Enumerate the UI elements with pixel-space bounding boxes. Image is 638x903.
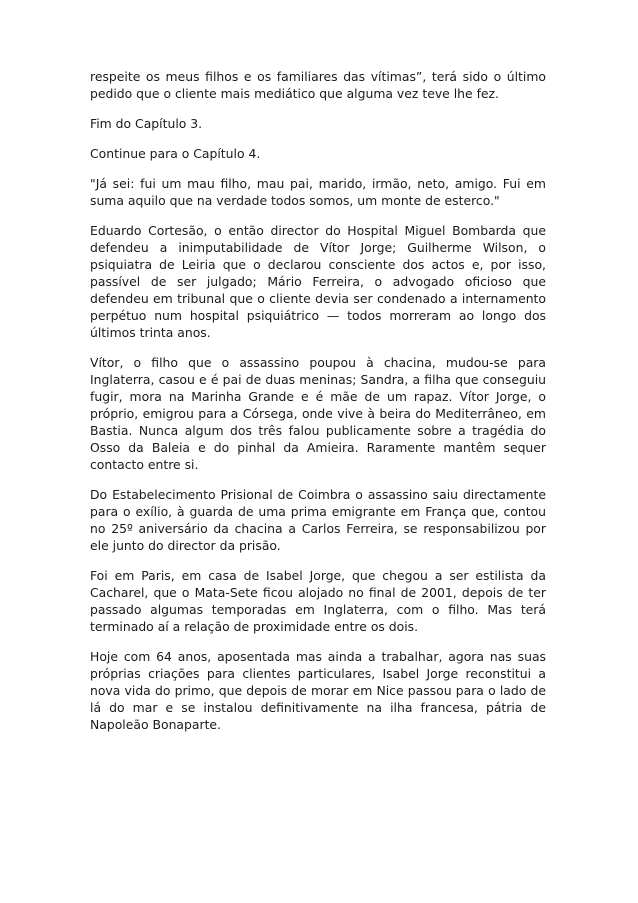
paragraph-children: Vítor, o filho que o assassino poupou à chacina, mudou-se para Inglaterra, casou e é pai de duas meninas; Sandra, a filha que conseguiu fugir, mora na Marinha Grande e é mãe de um rapaz. Vítor Jorge, o próprio, emigrou para a Córsega, onde vive à beira do Mediterrâneo, em Bastia. Nunca algum dos três falou publicamente sobre a tragédia do Osso da Baleia e do pinhal da Amieira. Raramente mantêm sequer contacto entre si. bbox=[90, 355, 546, 472]
chapter-end-note: Fim do Capítulo 3. bbox=[90, 116, 203, 131]
paragraph-deceased: Eduardo Cortesão, o então director do Hospital Miguel Bombarda que defendeu a inimputabilidade de Vítor Jorge; Guilherme Wilson, o psiquiatra de Leiria que o declarou consciente dos actos e, por isso, passível de ser julgado; Mário Ferreira, o advogado oficioso que defendeu em tribunal que o cliente devia ser condenado a internamento perpétuo num hospital psiquiátrico — todos morreram ao longo dos últimos trinta anos. bbox=[90, 223, 546, 340]
document-page bbox=[90, 68, 546, 746]
quote-paragraph: "Já sei: fui um mau filho, mau pai, marido, irmão, neto, amigo. Fui em suma aquilo que na verdade todos somos, um monte de esterco." bbox=[90, 176, 546, 208]
paragraph-last-request: respeite os meus filhos e os familiares das vítimas”, terá sido o último pedido que o cliente mais mediático que alguma vez teve lhe fez. bbox=[90, 69, 546, 101]
paragraph-prison-exit: Do Estabelecimento Prisional de Coimbra o assassino saiu directamente para o exílio, à guarda de uma prima emigrante em França que, contou no 25º aniversário da chacina a Carlos Ferreira, se responsabilizou por ele junto do director da prisão. bbox=[90, 487, 546, 553]
paragraph-paris: Foi em Paris, em casa de Isabel Jorge, que chegou a ser estilista da Cacharel, que o Mata-Sete ficou alojado no final de 2001, depois de ter passado algumas temporadas em Inglaterra, com o filho. Mas terá terminado aí a relação de proximidade entre os dois. bbox=[90, 568, 546, 634]
paragraph-isabel-jorge: Hoje com 64 anos, aposentada mas ainda a trabalhar, agora nas suas próprias criações para clientes particulares, Isabel Jorge reconstitui a nova vida do primo, que depois de morar em Nice passou para o lado de lá do mar e se instalou definitivamente na ilha francesa, pátria de Napoleão Bonaparte. bbox=[90, 649, 546, 732]
chapter-continue-note: Continue para o Capítulo 4. bbox=[90, 146, 261, 161]
